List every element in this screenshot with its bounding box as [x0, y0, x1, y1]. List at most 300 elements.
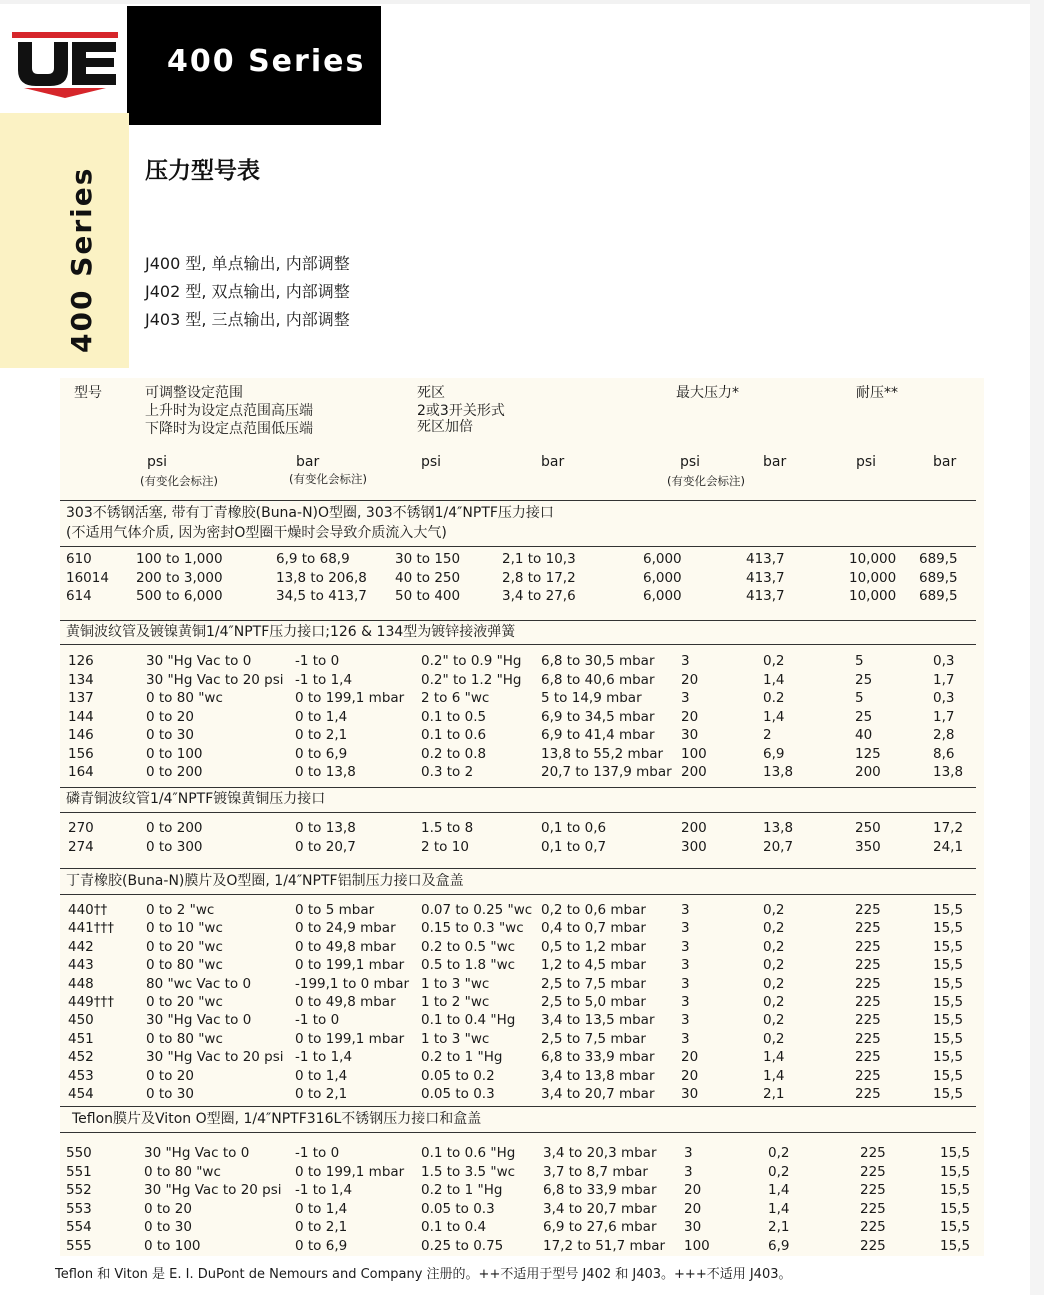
- table-cell: 689,5: [919, 569, 958, 586]
- table-cell: 30 "Hg Vac to 20 psi: [144, 1182, 282, 1198]
- section-rule: [60, 894, 976, 895]
- table-cell: 15,5: [940, 1237, 971, 1254]
- table-cell: 0 to 1,4: [295, 708, 348, 725]
- table-cell: 15,5: [933, 938, 964, 955]
- table-cell: 0 to 20: [146, 1067, 194, 1084]
- table-cell: 10,000: [849, 588, 897, 604]
- table-cell: 50 to 400: [395, 588, 461, 604]
- footnote: Teflon 和 Viton 是 E. I. DuPont de Nemours and Company 注册的。++不适用于型号 J402 和 J403。+++不适用 J403。: [55, 1267, 792, 1282]
- table-cell: -1 to 0: [295, 653, 340, 669]
- table-cell: 225: [855, 975, 881, 992]
- table-cell: 6,9 to 27,6 mbar: [543, 1219, 657, 1235]
- table-cell: 555: [66, 1237, 92, 1254]
- table-cell: 0,2: [763, 957, 785, 974]
- unit-label: psi: [856, 454, 877, 470]
- table-cell: 40: [855, 727, 873, 743]
- top-border: [0, 0, 1044, 4]
- table-cell: 0 to 200: [146, 820, 203, 836]
- table-cell: 448: [68, 975, 94, 992]
- table-cell: 0.2" to 1.2 "Hg: [421, 671, 522, 688]
- table-cell: 8,6: [933, 745, 955, 762]
- table-cell: 6,8 to 30,5 mbar: [541, 653, 655, 669]
- table-cell: 300: [681, 838, 707, 855]
- table-cell: 614: [66, 588, 92, 604]
- table-cell: 0,2: [763, 994, 785, 1010]
- table-cell: 225: [860, 1200, 886, 1217]
- table-cell: 413,7: [746, 588, 785, 604]
- table-cell: 200 to 3,000: [136, 569, 223, 586]
- table-cell: 1,4: [763, 1049, 785, 1066]
- series-title: 400 Series: [167, 44, 366, 79]
- table-cell: 15,5: [933, 902, 964, 918]
- table-cell: 164: [68, 764, 94, 780]
- table-cell: 15,5: [940, 1182, 971, 1198]
- table-cell: 0.2 to 0.8: [421, 745, 487, 762]
- table-cell: 0 to 199,1 mbar: [295, 957, 405, 974]
- table-cell: 24,1: [933, 838, 964, 855]
- table-cell: 451: [68, 1030, 94, 1047]
- table-cell: 6,9 to 34,5 mbar: [541, 708, 655, 725]
- table-cell: 3: [684, 1163, 693, 1180]
- table-cell: 126: [68, 653, 94, 669]
- table-cell: 0,2: [763, 938, 785, 955]
- table-cell: 0.05 to 0.2: [421, 1067, 495, 1084]
- section-rule: [60, 546, 976, 547]
- table-cell: 450: [68, 1012, 94, 1029]
- section-rule: [60, 1132, 976, 1133]
- table-cell: 0 to 199,1 mbar: [295, 1030, 405, 1047]
- section-rule: [60, 500, 976, 501]
- table-cell: 15,5: [933, 975, 964, 992]
- table-cell: 146: [68, 727, 94, 743]
- col-header-max-pressure: 最大压力*: [676, 385, 739, 401]
- table-cell: 125: [855, 745, 881, 762]
- table-cell: 225: [855, 957, 881, 974]
- table-cell: 551: [66, 1163, 92, 1180]
- table-cell: 15,5: [933, 1086, 964, 1102]
- table-cell: 553: [66, 1200, 92, 1217]
- table-cell: 17,2: [933, 820, 964, 836]
- table-cell: 6,000: [643, 588, 682, 604]
- table-cell: 3: [681, 957, 690, 974]
- table-cell: 25: [855, 671, 873, 688]
- section-title: 303不锈钢活塞, 带有丁青橡胶(Buna-N)O型圈, 303不锈钢1/4″NPTF压力接口: [66, 505, 554, 521]
- table-cell: 16014: [66, 569, 109, 586]
- table-cell: 1,2 to 4,5 mbar: [541, 957, 646, 974]
- table-cell: 15,5: [933, 994, 964, 1010]
- section-title: Teflon膜片及Viton O型圈, 1/4″NPTF316L不锈钢压力接口和盒盖: [72, 1111, 482, 1127]
- table-cell: 13,8: [933, 764, 964, 780]
- table-cell: 3: [684, 1145, 693, 1161]
- table-cell: 20,7: [763, 838, 794, 855]
- table-cell: 0 to 6,9: [295, 745, 348, 762]
- unit-label: psi: [147, 454, 168, 470]
- table-cell: 0,5 to 1,2 mbar: [541, 938, 646, 955]
- table-cell: -1 to 0: [295, 1012, 340, 1029]
- unit-label: bar: [933, 454, 957, 470]
- table-cell: 0 to 20: [146, 708, 194, 725]
- table-cell: 1 to 3 "wc: [421, 975, 490, 992]
- table-cell: 0.05 to 0.3: [421, 1200, 495, 1217]
- table-cell: 3,4 to 27,6: [502, 588, 576, 604]
- series-header-block: [127, 6, 381, 125]
- ue-logo: [10, 30, 120, 100]
- table-cell: 0 to 20,7: [295, 838, 356, 855]
- table-cell: 2,8 to 17,2: [502, 569, 576, 586]
- table-cell: 2,8: [933, 727, 955, 743]
- section-title: 黄铜波纹管及镀镍黄铜1/4″NPTF压力接口;126 & 134型为镀锌接液弹簧: [66, 624, 516, 640]
- table-cell: 0,2: [763, 902, 785, 918]
- table-cell: 449†††: [68, 994, 115, 1010]
- unit-label: bar: [763, 454, 787, 470]
- table-cell: 2,5 to 5,0 mbar: [541, 994, 646, 1010]
- table-cell: 156: [68, 745, 94, 762]
- table-cell: 20: [681, 1067, 699, 1084]
- table-cell: 0,2: [763, 653, 785, 669]
- table-cell: 40 to 250: [395, 569, 461, 586]
- intro-line: J402 型, 双点输出, 内部调整: [145, 282, 350, 301]
- table-cell: 3: [681, 653, 690, 669]
- table-cell: 0,2 to 0,6 mbar: [541, 902, 646, 918]
- table-cell: 0 to 20 "wc: [146, 938, 223, 955]
- section-title: 磷青铜波纹管1/4″NPTF镀镍黄铜压力接口: [66, 791, 326, 807]
- table-cell: 0.2 to 1 "Hg: [421, 1049, 503, 1066]
- unit-label: psi: [680, 454, 701, 470]
- table-cell: 34,5 to 413,7: [276, 588, 367, 604]
- table-cell: 0.05 to 0.3: [421, 1086, 495, 1102]
- intro-line: J403 型, 三点输出, 内部调整: [145, 310, 350, 329]
- table-cell: 30 "Hg Vac to 0: [144, 1145, 250, 1161]
- table-cell: 6,000: [643, 569, 682, 586]
- table-cell: 0 to 80 "wc: [146, 1030, 223, 1047]
- table-cell: 20: [681, 671, 699, 688]
- table-cell: 225: [855, 938, 881, 955]
- table-cell: 0 to 6,9: [295, 1237, 348, 1254]
- unit-note: (有变化会标注): [140, 474, 218, 488]
- table-cell: 20: [681, 1049, 699, 1066]
- table-cell: 0 to 1,4: [295, 1067, 348, 1084]
- table-cell: 3,4 to 13,5 mbar: [541, 1012, 655, 1029]
- table-cell: 2 to 6 "wc: [421, 690, 490, 706]
- table-cell: 13,8: [763, 820, 794, 836]
- table-cell: 452: [68, 1049, 94, 1066]
- table-cell: 3: [681, 994, 690, 1010]
- table-cell: 3: [681, 920, 690, 937]
- table-cell: 2,1: [768, 1219, 790, 1235]
- table-cell: 0.2 to 0.5 "wc: [421, 938, 516, 955]
- table-cell: 225: [855, 902, 881, 918]
- table-cell: 0.1 to 0.6 "Hg: [421, 1145, 516, 1161]
- section-rule: [60, 812, 976, 813]
- table-cell: 1,4: [763, 671, 785, 688]
- table-cell: 6,9: [763, 745, 785, 762]
- table-cell: 0.1 to 0.6: [421, 727, 487, 743]
- col-header-deadband-switch: 2或3开关形式: [417, 403, 505, 419]
- table-cell: 0 to 49,8 mbar: [295, 994, 396, 1010]
- table-cell: 200: [681, 820, 707, 836]
- table-cell: 2,5 to 7,5 mbar: [541, 975, 646, 992]
- table-cell: 3: [681, 975, 690, 992]
- table-cell: 15,5: [940, 1219, 971, 1235]
- table-cell: 3: [681, 902, 690, 918]
- table-cell: 250: [855, 820, 881, 836]
- table-cell: 15,5: [940, 1145, 971, 1161]
- table-cell: 30 "Hg Vac to 0: [146, 1012, 252, 1029]
- table-cell: 6,000: [643, 551, 682, 567]
- table-cell: -1 to 1,4: [295, 1049, 353, 1066]
- table-cell: 1 to 3 "wc: [421, 1030, 490, 1047]
- table-cell: 0.5 to 1.8 "wc: [421, 957, 516, 974]
- table-cell: 5: [855, 690, 864, 706]
- table-cell: 1,4: [763, 1067, 785, 1084]
- table-cell: 0 to 10 "wc: [146, 920, 223, 937]
- table-cell: 225: [855, 1012, 881, 1029]
- table-cell: 453: [68, 1067, 94, 1084]
- table-cell: 10,000: [849, 569, 897, 586]
- table-cell: 2 to 10: [421, 838, 469, 855]
- table-cell: 0,2: [768, 1145, 790, 1161]
- table-cell: 0 to 199,1 mbar: [295, 1163, 405, 1180]
- table-cell: 0.15 to 0.3 "wc: [421, 920, 524, 937]
- table-cell: 1,7: [933, 708, 955, 725]
- table-cell: 689,5: [919, 588, 958, 604]
- table-cell: 100: [684, 1237, 710, 1254]
- col-header-setpoint-rise: 上升时为设定点范围高压端: [145, 403, 313, 419]
- section-rule: [60, 868, 976, 869]
- table-cell: 20: [684, 1182, 702, 1198]
- table-cell: 552: [66, 1182, 92, 1198]
- table-cell: 0,4 to 0,7 mbar: [541, 920, 646, 937]
- table-cell: 3,4 to 20,3 mbar: [543, 1145, 657, 1161]
- table-cell: 225: [855, 1067, 881, 1084]
- table-cell: 1,4: [768, 1182, 790, 1198]
- table-cell: 1 to 2 "wc: [421, 994, 490, 1010]
- col-header-deadband: 死区: [417, 385, 445, 401]
- table-cell: 550: [66, 1145, 92, 1161]
- table-cell: 225: [860, 1237, 886, 1254]
- table-cell: 413,7: [746, 569, 785, 586]
- table-cell: 10,000: [849, 551, 897, 567]
- table-cell: 0 to 2 "wc: [146, 902, 215, 918]
- unit-label: psi: [421, 454, 442, 470]
- table-cell: 441†††: [68, 920, 115, 937]
- table-cell: 554: [66, 1219, 92, 1235]
- table-cell: 2: [763, 727, 772, 743]
- col-header-model: 型号: [74, 385, 102, 401]
- right-border: [1030, 0, 1044, 1295]
- table-cell: 15,5: [940, 1200, 971, 1217]
- table-cell: 200: [681, 764, 707, 780]
- table-cell: 413,7: [746, 551, 785, 567]
- table-cell: 0 to 20 "wc: [146, 994, 223, 1010]
- table-cell: 15,5: [933, 1030, 964, 1047]
- table-cell: 15,5: [933, 1012, 964, 1029]
- col-header-setpoint: 可调整设定范围: [145, 385, 243, 401]
- table-cell: 500 to 6,000: [136, 588, 223, 604]
- table-cell: 0 to 49,8 mbar: [295, 938, 396, 955]
- table-cell: 200: [855, 764, 881, 780]
- table-cell: 0 to 2,1: [295, 1086, 348, 1102]
- table-cell: 689,5: [919, 551, 958, 567]
- table-cell: 134: [68, 671, 94, 688]
- table-cell: 0 to 5 mbar: [295, 902, 375, 918]
- table-cell: 3: [681, 938, 690, 955]
- table-cell: 6,8 to 33,9 mbar: [543, 1182, 657, 1198]
- table-cell: 0 to 13,8: [295, 820, 356, 836]
- table-cell: 3: [681, 1012, 690, 1029]
- table-cell: 30 to 150: [395, 551, 461, 567]
- table-cell: 13,8 to 55,2 mbar: [541, 745, 664, 762]
- table-cell: 25: [855, 708, 873, 725]
- table-cell: 13,8: [763, 764, 794, 780]
- table-cell: 20: [684, 1200, 702, 1217]
- section-title: 丁青橡胶(Buna-N)膜片及O型圈, 1/4″NPTF铝制压力接口及盒盖: [66, 873, 464, 889]
- table-cell: -1 to 0: [295, 1145, 340, 1161]
- table-cell: 270: [68, 820, 94, 836]
- table-cell: 0 to 80 "wc: [144, 1163, 221, 1180]
- table-cell: 225: [855, 1086, 881, 1102]
- table-cell: 443: [68, 957, 94, 974]
- unit-note: (有变化会标注): [289, 472, 367, 486]
- table-cell: 0 to 24,9 mbar: [295, 920, 396, 937]
- table-cell: 0 to 1,4: [295, 1200, 348, 1217]
- table-cell: 0.07 to 0.25 "wc: [421, 902, 533, 918]
- section-title: (不适用气体介质, 因为密封O型圈干燥时会导致介质流入大气): [66, 525, 447, 541]
- table-cell: 225: [860, 1182, 886, 1198]
- table-cell: 0.2" to 0.9 "Hg: [421, 653, 522, 669]
- table-cell: 225: [860, 1145, 886, 1161]
- col-header-proof-pressure: 耐压**: [856, 385, 898, 401]
- table-cell: 30 "Hg Vac to 20 psi: [146, 671, 284, 688]
- unit-note: (有变化会标注): [667, 474, 745, 488]
- intro-list: [145, 250, 350, 334]
- table-cell: 442: [68, 938, 94, 955]
- table-cell: 0 to 30: [146, 1086, 194, 1102]
- page-title: 压力型号表: [145, 158, 260, 184]
- table-cell: 0,2: [768, 1163, 790, 1180]
- section-rule: [60, 620, 976, 621]
- table-cell: 3,4 to 13,8 mbar: [541, 1067, 655, 1084]
- table-cell: 17,2 to 51,7 mbar: [543, 1237, 666, 1254]
- table-cell: 5 to 14,9 mbar: [541, 690, 642, 706]
- table-cell: 100 to 1,000: [136, 551, 223, 567]
- table-cell: 0,1 to 0,7: [541, 838, 607, 855]
- table-cell: 30 "Hg Vac to 20 psi: [146, 1049, 284, 1066]
- table-cell: 80 "wc Vac to 0: [146, 975, 252, 992]
- table-cell: 0.1 to 0.4 "Hg: [421, 1012, 516, 1029]
- table-cell: 5: [855, 653, 864, 669]
- table-cell: 610: [66, 551, 92, 567]
- table-cell: 6,8 to 40,6 mbar: [541, 671, 655, 688]
- table-cell: 0,3: [933, 690, 955, 706]
- table-cell: 0 to 100: [146, 745, 203, 762]
- table-cell: 0,1 to 0,6: [541, 820, 607, 836]
- table-cell: 1.5 to 3.5 "wc: [421, 1163, 516, 1180]
- intro-line: J400 型, 单点输出, 内部调整: [145, 254, 350, 273]
- table-cell: 15,5: [940, 1163, 971, 1180]
- table-cell: 0 to 13,8: [295, 764, 356, 780]
- table-cell: 0,2: [763, 920, 785, 937]
- table-cell: 350: [855, 838, 881, 855]
- table-cell: 0 to 300: [146, 838, 203, 855]
- table-cell: 15,5: [933, 1049, 964, 1066]
- table-cell: 0 to 80 "wc: [146, 957, 223, 974]
- table-cell: 0 to 30: [144, 1219, 192, 1235]
- table-cell: 0 to 30: [146, 727, 194, 743]
- table-cell: 2,1 to 10,3: [502, 551, 576, 567]
- table-cell: 6,9 to 68,9: [276, 551, 350, 567]
- table-cell: 0.2: [763, 690, 785, 706]
- table-cell: 225: [855, 1030, 881, 1047]
- table-cell: 30: [681, 1086, 699, 1102]
- table-cell: 0.25 to 0.75: [421, 1237, 504, 1254]
- table-cell: 3,7 to 8,7 mbar: [543, 1163, 648, 1180]
- col-header-deadband-double: 死区加倍: [417, 419, 473, 435]
- table-cell: 0 to 100: [144, 1237, 201, 1254]
- table-cell: 0 to 199,1 mbar: [295, 690, 405, 706]
- table-cell: 454: [68, 1086, 94, 1102]
- table-cell: 15,5: [933, 920, 964, 937]
- table-cell: 13,8 to 206,8: [276, 569, 367, 586]
- table-cell: 0,2: [763, 975, 785, 992]
- unit-label: bar: [296, 454, 320, 470]
- section-rule: [60, 787, 976, 788]
- table-cell: 1.5 to 8: [421, 820, 474, 836]
- table-cell: 137: [68, 690, 94, 706]
- table-cell: 30 "Hg Vac to 0: [146, 653, 252, 669]
- table-cell: 0.3 to 2: [421, 764, 474, 780]
- table-cell: 1,4: [768, 1200, 790, 1217]
- section-rule: [60, 644, 976, 645]
- table-cell: 0,3: [933, 653, 955, 669]
- side-tab-label: 400 Series: [65, 166, 98, 353]
- table-cell: 0 to 2,1: [295, 727, 348, 743]
- table-cell: 30: [684, 1219, 702, 1235]
- table-cell: 0 to 200: [146, 764, 203, 780]
- table-cell: -199,1 to 0 mbar: [295, 975, 410, 992]
- table-cell: 440††: [68, 902, 108, 918]
- table-cell: 0.1 to 0.4: [421, 1219, 487, 1235]
- table-cell: 225: [860, 1219, 886, 1235]
- table-cell: 1,7: [933, 671, 955, 688]
- table-cell: 0,2: [763, 1030, 785, 1047]
- table-cell: 144: [68, 708, 94, 725]
- table-cell: 1,4: [763, 708, 785, 725]
- side-tab: [0, 113, 129, 368]
- table-cell: 225: [855, 994, 881, 1010]
- table-cell: 6,9 to 41,4 mbar: [541, 727, 655, 743]
- table-cell: 2,5 to 7,5 mbar: [541, 1030, 646, 1047]
- table-cell: 0.2 to 1 "Hg: [421, 1182, 503, 1198]
- table-cell: 100: [681, 745, 707, 762]
- table-cell: 0 to 80 "wc: [146, 690, 223, 706]
- table-cell: 6,8 to 33,9 mbar: [541, 1049, 655, 1066]
- table-cell: -1 to 1,4: [295, 1182, 353, 1198]
- table-cell: 0 to 2,1: [295, 1219, 348, 1235]
- table-cell: 15,5: [933, 957, 964, 974]
- table-cell: 3,4 to 20,7 mbar: [541, 1086, 655, 1102]
- table-cell: 225: [860, 1163, 886, 1180]
- table-cell: 20,7 to 137,9 mbar: [541, 764, 672, 780]
- table-cell: 225: [855, 920, 881, 937]
- table-cell: 0 to 20: [144, 1200, 192, 1217]
- section-rule: [60, 1106, 976, 1107]
- unit-label: bar: [541, 454, 565, 470]
- table-cell: -1 to 1,4: [295, 671, 353, 688]
- table-cell: 2,1: [763, 1086, 785, 1102]
- table-cell: 3: [681, 690, 690, 706]
- table-cell: 3: [681, 1030, 690, 1047]
